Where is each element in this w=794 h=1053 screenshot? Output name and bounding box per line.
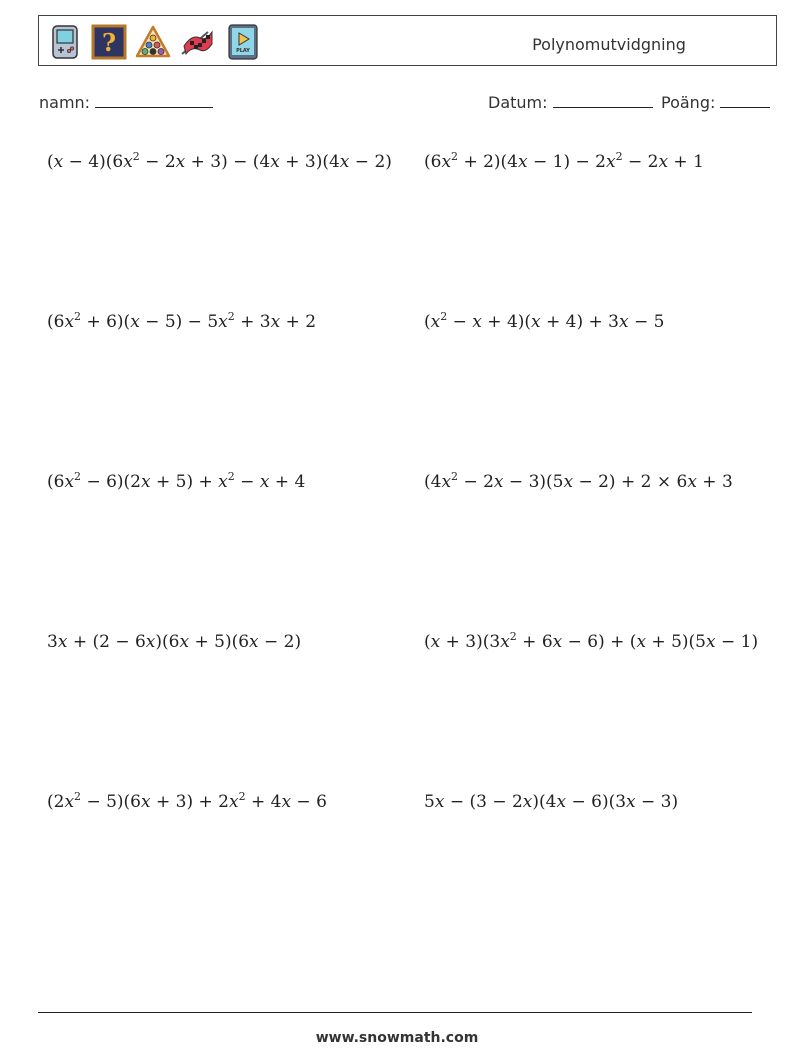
score-blank[interactable] (720, 95, 770, 108)
footer-divider (38, 1012, 752, 1013)
score-label: Poäng: (661, 93, 716, 112)
date-label: Datum: (488, 93, 548, 112)
problem-7: 3x + (2 − 6x)(6x + 5)(6x − 2) (47, 632, 302, 652)
handheld-game-icon (47, 24, 83, 60)
svg-text:PLAY: PLAY (236, 48, 250, 54)
worksheet-header (38, 15, 777, 66)
problem-8: $(x + 3)(3x^2 + 6x - 6) + (x + 5)(5x - 1)$ (424, 630, 759, 652)
problem-4: $(x^2 - x + 4)(x + 4) + 3x - 5$ (424, 310, 665, 332)
problem-3: $(6x^2 + 6)(x - 5) - 5x^2 + 3x + 2$ (47, 310, 317, 332)
problem-2: $(6x^2 + 2)(4x - 1) - 2x^2 - 2x + 1$ (424, 150, 704, 172)
play-tablet-icon (225, 24, 261, 60)
page-title: Polynomutvidgning (532, 35, 686, 54)
problem-6: $(4x^2 - 2x - 3)(5x - 2) + 2 \times 6x + 3$ (424, 470, 733, 492)
name-field (39, 93, 213, 112)
footer-website[interactable]: www.snowmath.com (315, 1030, 479, 1046)
problem-9: $(2x^2 - 5)(6x + 3) + 2x^2 + 4x - 6$ (47, 790, 327, 812)
billiard-rack-icon (135, 24, 171, 60)
svg-text:?: ? (101, 28, 117, 57)
date-blank[interactable] (553, 95, 653, 108)
problem-1: $(x - 4)(6x^2 - 2x + 3) - (4x + 3)(4x - 2)$ (47, 150, 392, 172)
checkered-flag-icon (178, 24, 214, 60)
date-field (488, 93, 653, 112)
question-mark-icon (91, 24, 127, 60)
problem-10: 5x − (3 − 2x)(4x − 6)(3x − 3) (424, 792, 679, 812)
name-label: namn: (39, 93, 91, 112)
name-blank[interactable] (95, 95, 213, 108)
score-field (661, 93, 770, 112)
problem-5: $(6x^2 - 6)(2x + 5) + x^2 - x + 4$ (47, 470, 306, 492)
